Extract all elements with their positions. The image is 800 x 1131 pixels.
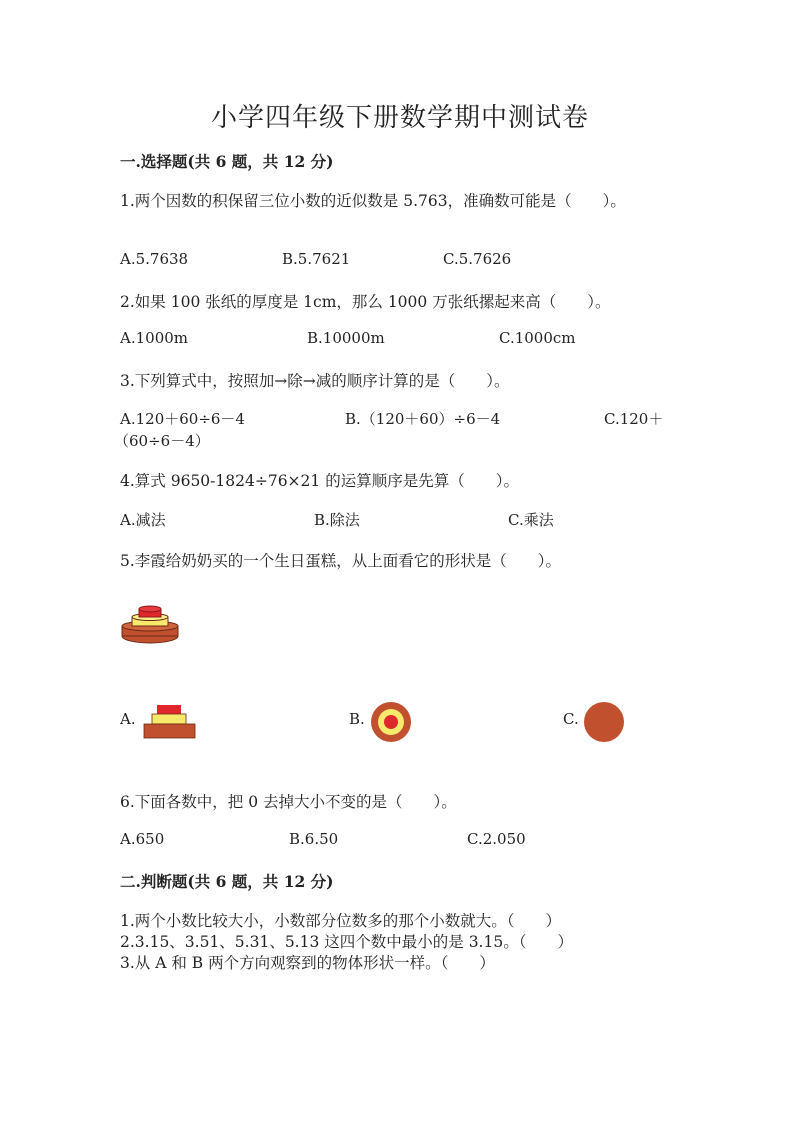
question-4: 4.算式 9650-1824÷76×21 的运算顺序是先算（ ）。 xyxy=(120,472,519,490)
option-c-circle-picture xyxy=(583,701,625,743)
judgement-item-2: 2.3.15、3.51、5.31、5.13 这四个数中最小的是 3.15。（ ） xyxy=(120,933,573,951)
q2-option-a: A.1000m xyxy=(120,329,188,347)
q3-option-b: B.（120＋60）÷6－4 xyxy=(345,410,501,428)
question-3: 3.下列算式中，按照加→除→减的顺序计算的是（ ）。 xyxy=(120,372,510,390)
q6-option-a: A.650 xyxy=(120,830,165,848)
question-1: 1.两个因数的积保留三位小数的近似数是 5.763，准确数可能是（ ）。 xyxy=(120,192,626,210)
q1-option-a: A.5.7638 xyxy=(120,250,189,268)
q2-option-c: C.1000cm xyxy=(499,329,576,347)
q3-option-a: A.120＋60÷6－4 xyxy=(120,410,245,428)
q2-option-b: B.10000m xyxy=(307,329,385,347)
option-a-front-view-picture xyxy=(143,704,197,740)
q3-option-c-continued: （60÷6－4） xyxy=(114,432,210,450)
cake-picture xyxy=(120,604,184,650)
q4-option-b: B.除法 xyxy=(314,511,360,529)
section-heading-judgement: 二.判断题(共 6 题，共 12 分) xyxy=(120,872,334,891)
q3-option-c: C.120＋ xyxy=(604,410,664,428)
q4-option-a: A.减法 xyxy=(120,511,166,529)
judgement-item-3: 3.从 A 和 B 两个方向观察到的物体形状一样。（ ） xyxy=(120,954,495,972)
q1-option-c: C.5.7626 xyxy=(443,250,512,268)
q6-option-b: B.6.50 xyxy=(289,830,339,848)
q6-option-c: C.2.050 xyxy=(467,830,526,848)
judgement-item-1: 1.两个小数比较大小，小数部分位数多的那个小数就大。（ ） xyxy=(120,912,562,930)
q5-option-b: B. xyxy=(349,710,365,728)
section-heading-choice: 一.选择题(共 6 题，共 12 分) xyxy=(120,152,334,171)
question-5: 5.李霞给奶奶买的一个生日蛋糕，从上面看它的形状是（ ）。 xyxy=(120,552,562,570)
q1-option-b: B.5.7621 xyxy=(282,250,351,268)
q5-option-c: C. xyxy=(563,710,579,728)
q4-option-c: C.乘法 xyxy=(508,511,554,529)
page-title: 小学四年级下册数学期中测试卷 xyxy=(210,103,589,133)
q5-option-a: A. xyxy=(120,710,136,728)
option-b-top-view-picture xyxy=(370,701,412,743)
question-2: 2.如果 100 张纸的厚度是 1cm，那么 1000 万张纸摞起来高（ ）。 xyxy=(120,293,611,311)
question-6: 6.下面各数中，把 0 去掉大小不变的是（ ）。 xyxy=(120,793,457,811)
